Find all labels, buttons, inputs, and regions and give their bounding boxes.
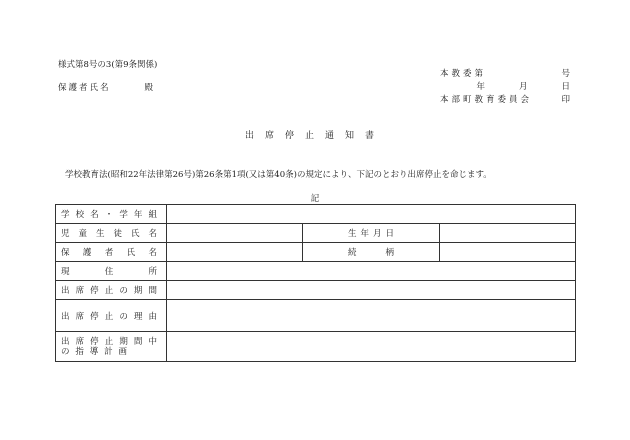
board-number-label: 本教委第 xyxy=(440,69,487,79)
document-title: 出席停止通知書 xyxy=(244,131,385,141)
address-label-cell xyxy=(56,262,167,281)
guardian-name-label: 保護者氏名 xyxy=(58,83,111,93)
birth-date-label: 生年月日 xyxy=(347,229,394,239)
issue-date xyxy=(440,81,570,94)
month-label: 月 xyxy=(518,82,528,92)
record-table xyxy=(55,204,576,362)
issuer-block xyxy=(440,68,570,107)
school-grade-label: 学校名・学年組 xyxy=(61,210,157,220)
relationship-label: 続柄 xyxy=(347,248,394,258)
table-row xyxy=(56,332,576,362)
guardian-name-row-label: 保護者氏名 xyxy=(61,248,157,258)
reason-label: 出席停止の理由 xyxy=(61,311,157,322)
board-name: 本部町教育委員会 xyxy=(440,95,533,105)
year-label: 年 xyxy=(476,82,485,92)
guardian-name-value-cell[interactable] xyxy=(167,243,303,262)
period-value-cell[interactable] xyxy=(167,281,576,300)
relationship-value-cell[interactable] xyxy=(439,243,575,262)
table-row xyxy=(56,205,576,224)
school-grade-value-cell[interactable] xyxy=(167,205,576,224)
form-number: 様式第8号の3(第9条関係) xyxy=(58,60,158,70)
table-row xyxy=(56,224,576,243)
period-label: 出席停止の期間 xyxy=(61,286,157,296)
address-label: 現住所 xyxy=(61,267,157,277)
period-label-cell xyxy=(56,281,167,300)
table-row xyxy=(56,300,576,332)
body-text: 学校教育法(昭和22年法律第26号)第26条第1項(又は第40条)の規定により、下記のとおり出席停止を命じます。 xyxy=(65,170,492,180)
seal-label: 印 xyxy=(561,95,570,105)
guardian-name-label-cell xyxy=(56,243,167,262)
table-row xyxy=(56,262,576,281)
reason-label-cell xyxy=(56,300,167,332)
day-label: 日 xyxy=(561,82,570,92)
ki-heading: 記 xyxy=(310,194,320,204)
number-suffix: 号 xyxy=(561,69,570,79)
guidance-label-cell xyxy=(56,332,167,362)
birth-date-value-cell[interactable] xyxy=(439,224,575,243)
guidance-label: 出席停止期間中 の指導計画 xyxy=(61,336,157,357)
school-grade-label-cell xyxy=(56,205,167,224)
table-row xyxy=(56,281,576,300)
student-name-label: 児童生徒氏名 xyxy=(61,229,157,239)
student-name-value-cell[interactable] xyxy=(167,224,303,243)
reason-value-cell[interactable] xyxy=(167,300,576,332)
relationship-label-cell xyxy=(303,243,439,262)
honorific: 殿 xyxy=(144,83,156,93)
address-value-cell[interactable] xyxy=(167,262,576,281)
guidance-value-cell[interactable] xyxy=(167,332,576,362)
birth-date-label-cell xyxy=(303,224,439,243)
table-row xyxy=(56,243,576,262)
recipient-line xyxy=(58,81,155,93)
student-name-label-cell xyxy=(56,224,167,243)
